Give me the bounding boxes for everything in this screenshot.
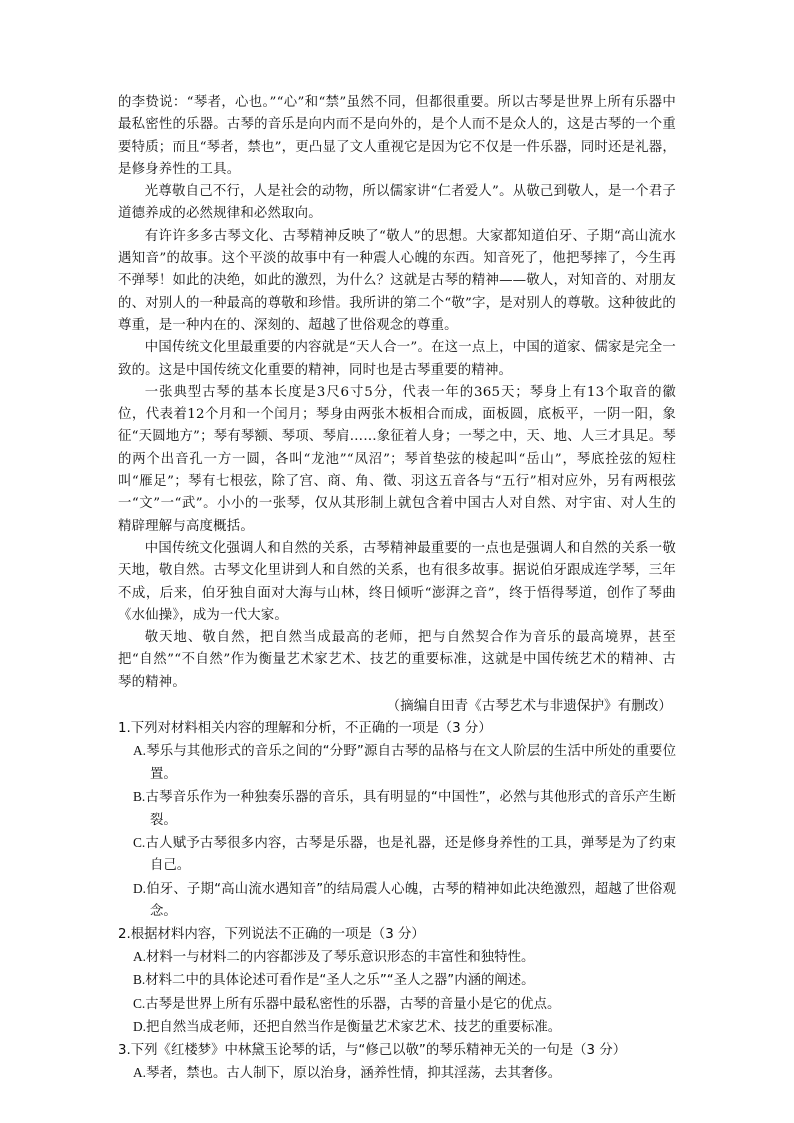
option-text: 伯牙、子期“高山流水遇知音”的结局震人心魄，古琴的精神如此决绝激烈，超越了世俗观念。 <box>146 881 676 920</box>
question-1 <box>118 718 676 924</box>
body-paragraph-3: 有许许多多古琴文化、古琴精神反映了“敬人”的思想。大家都知道伯牙、子期“高山流水遇知音”的故事。这个平淡的故事中有一种震人心魄的东西。知音死了，他把琴摔了，今生再不弹琴！如此的决绝，如此的激烈，为什么？这就是古琴的精神——敬人，对知音的、对朋友的、对别人的一种最高的尊敬和珍惜。我所讲的第二个“敬”字，是对别人的尊敬。这种彼此的尊重，是一种内在的、深刻的、超越了世俗观念的尊重。 <box>118 228 676 333</box>
question-3 <box>118 1040 676 1086</box>
option-a <box>133 740 676 786</box>
question-2 <box>118 924 676 1040</box>
option-letter: C. <box>133 835 146 851</box>
option-text: 琴者，禁也。古人制下，原以治身，涵养性情，抑其淫荡，去其奢侈。 <box>146 1066 562 1082</box>
option-text: 把自然当成老师，还把自然当作是衡量艺术家艺术、技艺的重要标准。 <box>146 1020 562 1036</box>
question-stem: 2.根据材料内容，下列说法不正确的一项是（3 分） <box>118 926 425 942</box>
body-paragraph-4: 中国传统文化里最重要的内容就是“天人合一”。在这一点上，中国的道家、儒家是完全一致的。这是中国传统文化重要的精神，同时也是古琴重要的精神。 <box>118 340 676 378</box>
option-text: 琴乐与其他形式的音乐之间的“分野”源自古琴的品格与在文人阶层的生活中所处的重要位置。 <box>146 744 676 782</box>
source-citation: （摘编自田青《古琴艺术与非遗保护》有删改） <box>386 698 672 715</box>
document-page <box>118 92 676 1086</box>
option-letter: B. <box>133 789 146 805</box>
body-paragraph-1: 的李贽说：“琴者，心也。”“心”和“禁”虽然不同，但都很重要。所以古琴是世界上所有乐器中最私密性的乐器。古琴的音乐是向内而不是向外的，是个人而不是众人的，这是古琴的一个重要特质；而且“琴者，禁也”，更凸显了文人重视它是因为它不仅是一件乐器，同时还是礼器，是修身养性的工具。 <box>118 95 676 177</box>
option-letter: C. <box>133 995 146 1011</box>
option-text: 材料二中的具体论述可看作是“圣人之乐”“圣人之器”内涵的阐述。 <box>145 973 535 989</box>
option-a <box>133 946 676 969</box>
option-letter: A. <box>133 1065 147 1081</box>
option-text: 古琴是世界上所有乐器中最私密性的乐器，古琴的音量小是它的优点。 <box>145 996 561 1012</box>
option-c <box>133 993 676 1016</box>
option-letter: A. <box>133 949 147 965</box>
option-b <box>133 786 676 832</box>
option-letter: D. <box>133 880 147 896</box>
body-paragraph-6: 中国传统文化强调人和自然的关系，古琴精神最重要的一点也是强调人和自然的关系一敬天地，敬自然。古琴文化里讲到人和自然的关系，也有很多故事。据说伯牙跟成连学琴，三年不成，后来，伯牙独自面对大海与山林，终日倾听“澎湃之音”，终于悟得琴道，创作了琴曲《水仙操》，成为一代大家。 <box>118 540 676 623</box>
option-letter: D. <box>133 1019 147 1035</box>
option-a <box>133 1062 676 1085</box>
option-b <box>133 969 676 992</box>
option-c <box>133 832 676 878</box>
option-letter: B. <box>133 972 146 988</box>
body-paragraph-7: 敬天地、敬自然，把自然当成最高的老师，把与自然契合作为音乐的最高境界，甚至把“自然”“不自然”作为衡量艺术家艺术、技艺的重要标准，这就是中国传统艺术的精神、古琴的精神。 <box>118 630 676 690</box>
option-text: 古琴音乐作为一种独奏乐器的音乐，具有明显的“中国性”，必然与其他形式的音乐产生断裂。 <box>145 790 676 828</box>
question-stem: 3.下列《红楼梦》中林黛玉论琴的话，与“修己以敬”的琴乐精神无关的一句是（3 分） <box>118 1042 627 1058</box>
question-stem: 1.下列对材料相关内容的理解和分析，不正确的一项是（3 分） <box>118 721 492 737</box>
option-text: 材料一与材料二的内容都涉及了琴乐意识形态的丰富性和独特性。 <box>146 950 535 966</box>
option-d <box>133 878 676 924</box>
option-letter: A. <box>133 743 147 759</box>
option-text: 古人赋予古琴很多内容，古琴是乐器，也是礼器，还是修身养性的工具，弹琴是为了约束自己。 <box>145 836 676 874</box>
body-paragraph-5: 一张典型古琴的基本长度是3尺6寸5分，代表一年的365天；琴身上有13个取音的徽位，代表着12个月和一个闰月；琴身由两张木板相合而成，面板圆，底板平，一阴一阳，象征“天圆地方”；琴有琴额、琴项、琴肩……象征着人身；一琴之中，天、地、人三才具足。琴的两个出音孔一方一圆，各叫“龙池”“凤沼”；琴首垫弦的棱起叫“岳山”，琴底拴弦的短柱叫“雁足”；琴有七根弦，除了宫、商、角、徵、羽这五音各与“五行”相对应外，另有两根弦一“文”一“武”。小小的一张琴，仅从其形制上就包含着中国古人对自然、对宇宙、对人生的精辟理解与高度概括。 <box>118 384 676 534</box>
option-d <box>133 1016 676 1039</box>
body-paragraph-2: 光尊敬自己不行，人是社会的动物，所以儒家讲“仁者爱人”。从敬己到敬人，是一个君子道德养成的必然规律和必然取向。 <box>118 184 676 222</box>
